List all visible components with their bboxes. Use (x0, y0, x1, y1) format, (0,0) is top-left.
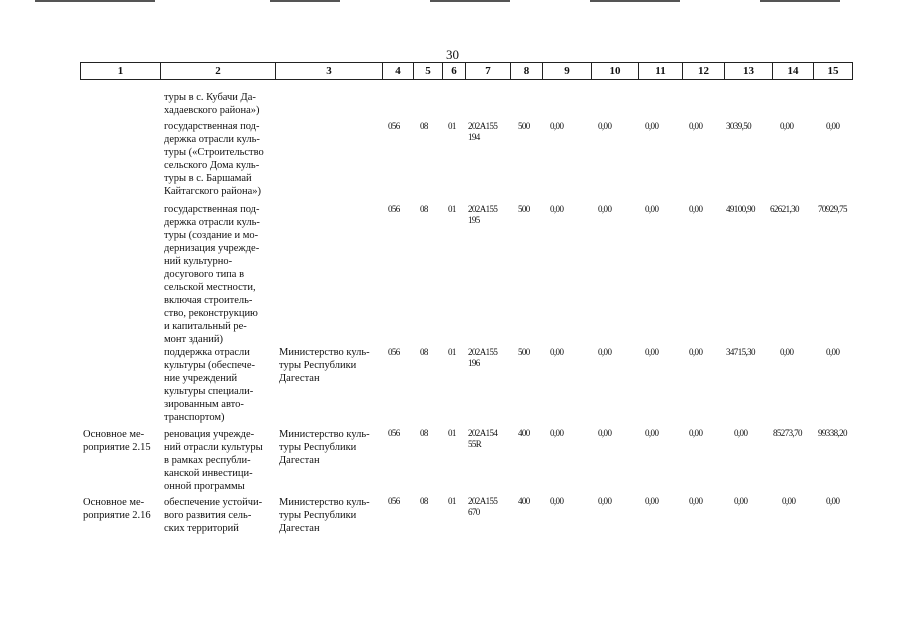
value-cell: 056 (388, 428, 400, 438)
value-cell: 0,00 (598, 204, 612, 214)
event-name: государственная под- держка отрасли куль- туры (создание и мо- дернизация учрежде- ний культурно- досугового типа в сельской местности, включая строитель- ство, реконструкцию и капитальный ре- монт зданий) (164, 204, 260, 345)
value-cell: 400 (518, 428, 530, 438)
value-cell: 0,00 (782, 496, 796, 506)
activity-number: Основное ме- роприятие 2.16 (83, 497, 151, 521)
value-cell: 01 (448, 121, 456, 131)
scan-edge-mark (590, 0, 680, 2)
value-cell: 0,00 (826, 496, 840, 506)
value-cell: 0,00 (550, 496, 564, 506)
header-cell: 3 (275, 63, 382, 79)
header-cell: 5 (413, 63, 442, 79)
value-cell: 0,00 (734, 428, 748, 438)
value-cell: 0,00 (689, 428, 703, 438)
value-cell: 056 (388, 121, 400, 131)
activity-number: Основное ме- роприятие 2.15 (83, 429, 151, 453)
value-cell: 0,00 (689, 496, 703, 506)
value-cell: 0,00 (826, 347, 840, 357)
header-cell: 2 (160, 63, 275, 79)
scan-edge-mark (430, 0, 510, 2)
header-cell: 13 (724, 63, 772, 79)
page-number: 30 (446, 47, 459, 62)
value-cell: 70929,75 (818, 204, 847, 214)
value-cell: 99338,20 (818, 428, 847, 438)
value-cell: 01 (448, 496, 456, 506)
value-cell: 0,00 (689, 121, 703, 131)
value-cell: 85273,70 (773, 428, 802, 438)
value-cell: 500 (518, 204, 530, 214)
value-cell: 08 (420, 428, 428, 438)
value-cell: 400 (518, 496, 530, 506)
value-cell: 0,00 (645, 496, 659, 506)
header-cell: 15 (813, 63, 853, 79)
value-cell: 202А155 196 (468, 347, 498, 368)
value-cell: 0,00 (598, 347, 612, 357)
value-cell: 202А155 670 (468, 496, 498, 517)
value-cell: 0,00 (645, 121, 659, 131)
value-cell: 49100,90 (726, 204, 755, 214)
value-cell: 0,00 (598, 496, 612, 506)
value-cell: 056 (388, 347, 400, 357)
value-cell: 0,00 (645, 204, 659, 214)
value-cell: 202А155 195 (468, 204, 498, 225)
event-name: поддержка отрасли культуры (обеспече- ние учреждений культуры специали- зированным авто- транспортом) (164, 347, 255, 423)
value-cell: 0,00 (598, 121, 612, 131)
header-cell: 7 (465, 63, 510, 79)
value-cell: 056 (388, 204, 400, 214)
scan-edge-mark (35, 0, 155, 2)
value-cell: 3039,50 (726, 121, 752, 131)
value-cell: 01 (448, 428, 456, 438)
header-cell: 4 (382, 63, 413, 79)
header-cell: 8 (510, 63, 542, 79)
value-cell: 08 (420, 347, 428, 357)
executor-name: Министерство куль- туры Республики Дагестан (279, 429, 370, 466)
value-cell: 202А155 194 (468, 121, 498, 142)
value-cell: 08 (420, 121, 428, 131)
value-cell: 0,00 (550, 428, 564, 438)
scan-edge-mark (760, 0, 840, 2)
value-cell: 500 (518, 121, 530, 131)
value-cell: 34715,30 (726, 347, 755, 357)
header-cell: 1 (80, 63, 160, 79)
header-cell: 11 (638, 63, 682, 79)
value-cell: 0,00 (598, 428, 612, 438)
value-cell: 056 (388, 496, 400, 506)
value-cell: 0,00 (780, 347, 794, 357)
executor-name: Министерство куль- туры Республики Дагестан (279, 497, 370, 534)
header-cell: 6 (442, 63, 465, 79)
value-cell: 62621,30 (770, 204, 799, 214)
value-cell: 0,00 (689, 347, 703, 357)
value-cell: 500 (518, 347, 530, 357)
header-cell: 10 (591, 63, 638, 79)
executor-name: Министерство куль- туры Республики Дагестан (279, 347, 370, 384)
value-cell: 01 (448, 347, 456, 357)
value-cell: 0,00 (550, 121, 564, 131)
event-name: государственная под- держка отрасли куль- туры («Строительство сельского Дома куль- туры в с. Баршамай Кайтагского района») (164, 121, 264, 197)
value-cell: 0,00 (826, 121, 840, 131)
header-cell: 14 (772, 63, 813, 79)
value-cell: 0,00 (734, 496, 748, 506)
event-name: обеспечение устойчи- вого развития сель- ских территорий (164, 497, 263, 534)
value-cell: 0,00 (780, 121, 794, 131)
value-cell: 0,00 (550, 347, 564, 357)
value-cell: 0,00 (645, 428, 659, 438)
event-name: туры в с. Кубачи Да- хадаевского района») (164, 92, 260, 116)
value-cell: 0,00 (645, 347, 659, 357)
value-cell: 0,00 (550, 204, 564, 214)
table-header (80, 62, 853, 80)
header-cell: 12 (682, 63, 724, 79)
value-cell: 08 (420, 204, 428, 214)
value-cell: 202А154 55R (468, 428, 498, 449)
value-cell: 0,00 (689, 204, 703, 214)
value-cell: 01 (448, 204, 456, 214)
scan-edge-mark (270, 0, 340, 2)
header-cell: 9 (542, 63, 591, 79)
value-cell: 08 (420, 496, 428, 506)
event-name: реновация учрежде- ний отрасли культуры в рамках республи- канской инвестици- онной программы (164, 429, 263, 492)
